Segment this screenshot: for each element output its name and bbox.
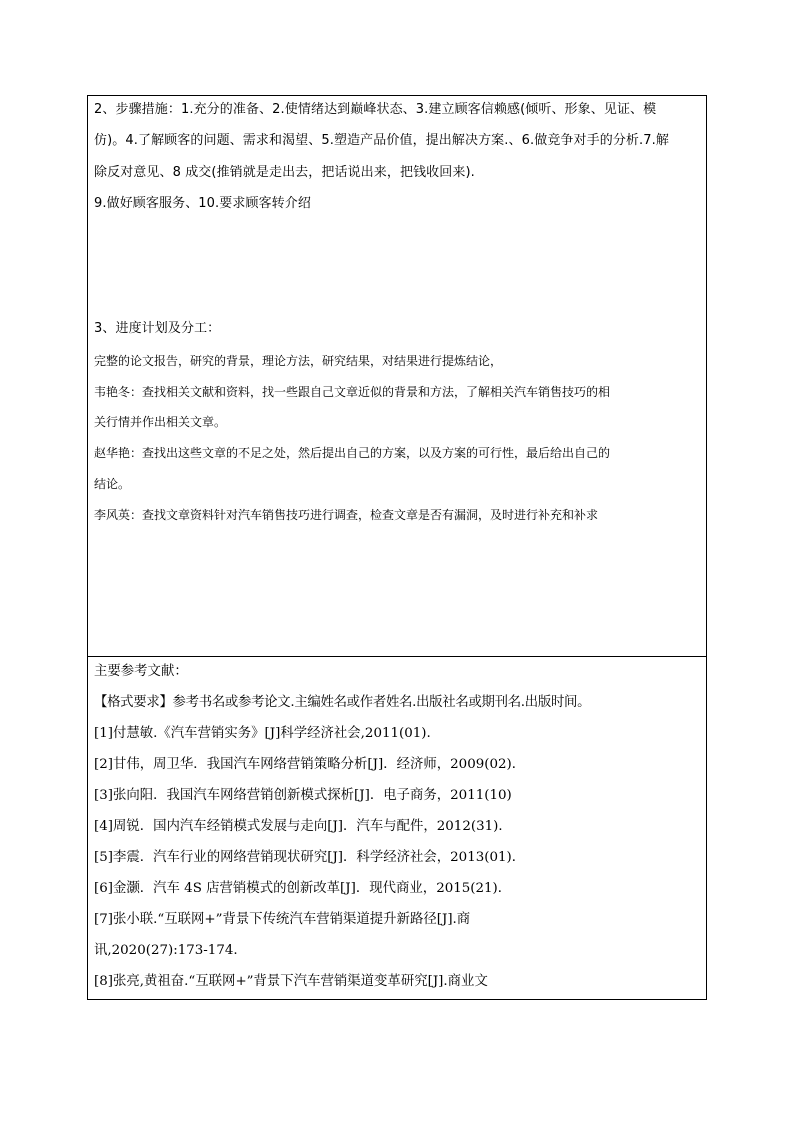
references-heading: 主要参考文献：: [94, 664, 188, 679]
section3-line-5: 结论。: [94, 477, 131, 491]
references-cell: [88, 657, 706, 999]
section2-line-1: 2、步骤措施：1.充分的准备、2.使情绪达到巅峰状态、3.建立顾客信赖感(倾听、形象、见证、模: [94, 102, 657, 117]
reference-item-6: [6]金灏．汽车 4S 店营销模式的创新改革[J]．现代商业，2015(21)．: [94, 881, 512, 896]
section2-line-4: 9.做好顾客服务、10.要求顾客转介绍: [94, 196, 311, 211]
reference-item-2: [2]甘伟，周卫华．我国汽车网络营销策略分析[J]．经济师，2009(02)．: [94, 757, 526, 772]
reference-item-4: [4]周锐．国内汽车经销模式发展与走向[J]．汽车与配件，2012(31)．: [94, 819, 512, 834]
section3-line-2: 韦艳冬：查找相关文献和资料，找一些跟自己文章近似的背景和方法，了解相关汽车销售技巧的相: [94, 385, 611, 399]
section2-line-3: 除反对意见、8 成交(推销就是走出去，把话说出来，把钱收回来).: [94, 165, 475, 180]
plan-cell: [88, 96, 706, 657]
reference-item-7: [7]张小联.“互联网+”背景下传统汽车营销渠道提升新路径[J].商: [94, 912, 471, 927]
reference-item-1: [1]付慧敏.《汽车营销实务》[J]科学经济社会,2011(01).: [94, 726, 431, 741]
reference-item-5: [5]李震．汽车行业的网络营销现状研究[J]．科学经济社会，2013(01)．: [94, 850, 526, 865]
reference-item-3: [3]张向阳．我国汽车网络营销创新模式探析[J]．电子商务，2011(10): [94, 788, 512, 803]
section3-heading: 3、进度计划及分工：: [94, 321, 221, 336]
reference-item-7-cont: 讯,2020(27):173-174.: [94, 943, 238, 958]
content-table: [87, 95, 707, 1000]
section3-line-1: 完整的论文报告，研究的背景，理论方法，研究结果，对结果进行提炼结论，: [94, 354, 503, 368]
reference-item-8: [8]张亮,黄祖奋.“互联网+”背景下汽车营销渠道变革研究[J].商业文: [94, 974, 488, 989]
section3-line-6: 李风英：查找文章资料针对汽车销售技巧进行调查，检查文章是否有漏洞，及时进行补充和补求: [94, 508, 599, 522]
section2-line-2: 仿)。4.了解顾客的问题、需求和渴望、5.塑造产品价值，提出解决方案.、6.做竞争对手的分析.7.解: [94, 133, 669, 148]
section3-line-4: 赵华艳：查找出这些文章的不足之处，然后提出自己的方案，以及方案的可行性，最后给出自己的: [94, 446, 611, 460]
section3-line-3: 关行情并作出相关文章。: [94, 415, 227, 429]
references-format-note: 【格式要求】参考书名或参考论文.主编姓名或作者姓名.出版社名或期刊名.出版时间。: [94, 695, 591, 710]
